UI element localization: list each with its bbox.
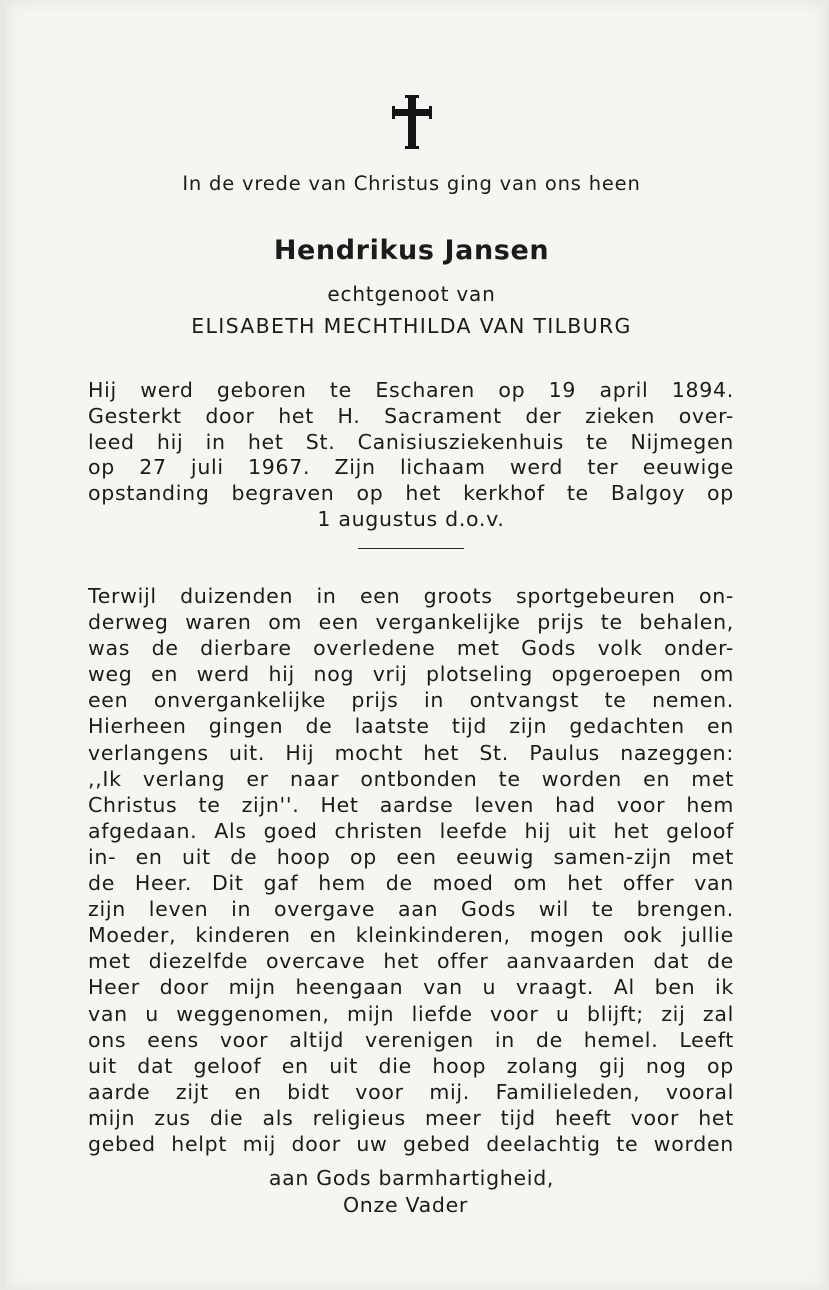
body-line: de Heer. Dit gaf hem de moed om het offer van [88,871,734,896]
body-line: uit dat geloof en uit die hoop zolang gij nog op [88,1053,734,1078]
bio-line: Gesterkt door het H. Sacrament der zieken over- [88,403,734,428]
body-line: een onvergankelijke prijs in ontvangst te nemen. [88,688,734,713]
body-line: Moeder, kinderen en kleinkinderen, mogen ook jullie [88,923,734,948]
memorial-card [6,0,827,1290]
body-line: van u weggenomen, mijn liefde voor u blijft; zij zal [88,1001,734,1026]
signature: Onze Vader [342,1193,469,1217]
deceased-name: Hendrikus Jansen [273,235,550,266]
bio-line: Hij werd geboren te Escharen op 19 april 1894. [88,378,734,402]
closing-line: aan Gods barmhartigheid, [268,1166,555,1190]
biography-paragraph [88,378,734,533]
body-line: Christus te zijn''. Het aardse leven had voor hem [88,792,734,817]
bio-line: 1 augustus d.o.v. [317,506,505,531]
body-line: Hierheen gingen de laatste tijd zijn gedachten en [88,714,734,739]
body-line: weg en werd hij nog vrij plotseling opgeroepen om [88,662,734,687]
divider [358,548,464,549]
body-line: was de dierbare overledene met Gods volk onder- [88,636,734,661]
bio-line: opstanding begraven op het kerkhof te Balgoy op [88,481,734,506]
body-line: ,,Ik verlang er naar ontbonden te worden en met [88,766,734,791]
spouse-name: ELISABETH MECHTHILDA VAN TILBURG [191,314,632,338]
body-line: afgedaan. Als goed christen leefde hij uit het geloof [88,818,734,843]
body-line: mijn zus die als religieus meer tijd heeft voor het [88,1105,734,1130]
bio-line: op 27 juli 1967. Zijn lichaam werd ter eeuwige [88,455,734,480]
bio-line: leed hij in het St. Canisiusziekenhuis te Nijmegen [88,429,734,454]
body-line: zijn leven in overgave aan Gods wil te brengen. [88,897,734,922]
body-line: derweg waren om een vergankelijke prijs te behalen, [88,610,734,635]
body-line: aarde zijt en bidt voor mij. Familieleden, vooral [88,1079,734,1104]
body-line: Heer door mijn heengaan van u vraagt. Al ben ik [88,975,734,1000]
cross-icon [391,94,433,150]
body-line: Terwijl duizenden in een groots sportgebeuren on- [88,584,734,608]
body-line: verlangens uit. Hij mocht het St. Paulus nazeggen: [88,740,734,765]
body-line: met diezelfde overcave het offer aanvaarden dat de [88,949,734,974]
body-line: ons eens voor altijd verenigen in de hemel. Leeft [88,1027,734,1052]
memorial-text [88,583,734,1157]
intro-text: In de vrede van Christus ging van ons heen [182,172,641,195]
body-line: gebed helpt mij door uw gebed deelachtig te worden [88,1131,734,1156]
spouse-label: echtgenoot van [327,282,496,306]
body-line: in- en uit de hoop op een eeuwig samen-zijn met [88,844,734,869]
